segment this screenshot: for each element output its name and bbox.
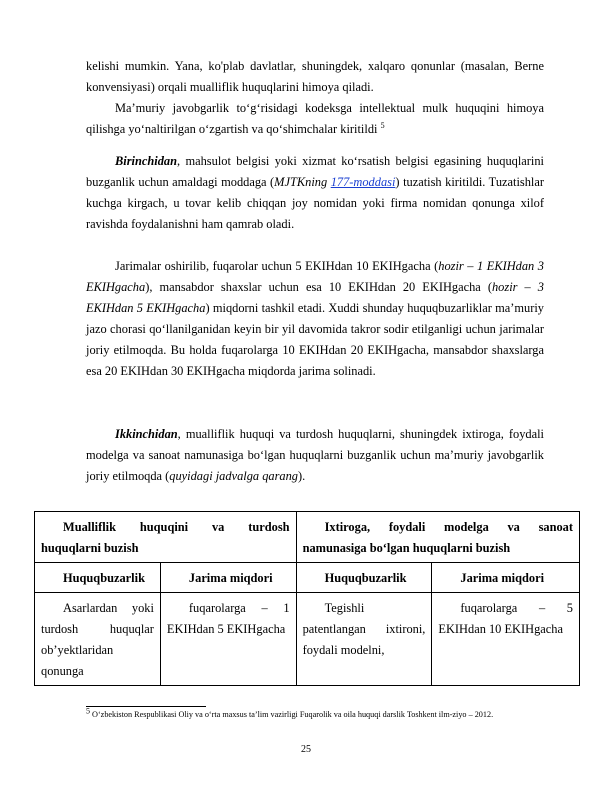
cell-fine-1: fuqarolarga – 1 EKIHdan 5 EKIHgacha [160, 593, 296, 686]
col-fine-1: Jarima miqdori [160, 563, 296, 593]
footnote [86, 706, 544, 721]
fines-text-b: ), mansabdor shaxslar uchun esa 10 EKIHdan 20 EKIHgacha ( [145, 280, 492, 294]
paragraph-fines [86, 256, 544, 382]
second-text-a: , mualliflik huquqi va turdosh huquqlarni, shuningdek ixtiroga, foydali modelga va sanoat namunasiga bo‘lgan huquqlarni buzganlik uchun ma’muriy javobgarlik joriy etilmoqda ( [86, 427, 544, 483]
fines-text-a: Jarimalar oshirilib, fuqarolar uchun 5 EKIHdan 10 EKIHgacha ( [115, 259, 439, 273]
footnote-divider [86, 706, 206, 707]
fines-text-c: ) miqdorni tashkil etadi. Xuddi shunday huquqbuzarliklar ma’muriy jazo chorasi qo‘llanilganidan keyin bir yil davomida takror sodir etilganligi uchun jarimalar joriy etilmoqda. Bu holda fuqarolarga 10 EKIHdan 20 EKIHgacha, mansabdor shaxslarga esa 20 EKIHdan 30 EKIHgacha miqdorda jarima solinadi. [86, 301, 544, 378]
cell-offense-2: Tegishli patentlangan ixtironi, foydali modelni, [296, 593, 432, 686]
first-code-ref: MJTKning [274, 175, 331, 189]
paragraph-code-text: Ma’muriy javobgarlik to‘g‘risidagi kodeksga intellektual mulk huquqini himoya qilishga yo‘naltirilgan o‘zgartish va qo‘shimchalar kiritildi [86, 101, 544, 136]
header-inventions: Ixtiroga, foydali modelga va sanoat namunasiga bo‘lgan huquqlarni buzish [296, 512, 579, 563]
paragraph-first [86, 151, 544, 235]
paragraph-second [86, 424, 544, 487]
first-text-b: ) tuzatish kiritildi. Tuzatishlar kuchga kirgach, u tovar kelib chiqqan joy nomidan yoki firma nomidan qonunga xilof ravishda foydalanishni ham qamrab oladi. [86, 175, 544, 231]
col-fine-2: Jarima miqdori [432, 563, 580, 593]
fines-current-1: hozir – 1 EKIHdan 3 EKIHgacha [86, 259, 544, 294]
paragraph-intro [86, 56, 544, 98]
first-lead: Birinchidan [115, 154, 177, 168]
first-text-a: , mahsulot belgisi yoki xizmat ko‘rsatish belgisi egasining huquqlarini buzganlik uchun amaldagi moddaga ( [86, 154, 544, 189]
fines-current-2: hozir – 3 EKIHdan 5 EKIHgacha [86, 280, 544, 315]
second-lead: Ikkinchidan [115, 427, 178, 441]
penalties-table [34, 511, 580, 686]
header-copyright: Mualliflik huquqini va turdosh huquqlarni buzish [35, 512, 297, 563]
second-text-b: ). [298, 469, 306, 483]
table-subheader-row [35, 563, 580, 593]
table-reference: quyidagi jadvalga qarang [169, 469, 298, 483]
article-link[interactable]: 177-moddasi [330, 175, 396, 189]
footnote-text: O‘zbekiston Respublikasi Oliy va o‘rta maxsus ta’lim vazirligi Fuqarolik va oila huquqi darslik Toshkent ilm-ziyo – 2012. [90, 710, 494, 719]
paragraph-code-amendments [86, 98, 544, 140]
footnote-number: 5 [86, 706, 90, 716]
cell-offense-1: Asarlardan yoki turdosh huquqlar ob’yektlaridan qonunga [35, 593, 161, 686]
page-number: 25 [301, 744, 311, 755]
table-row [35, 593, 580, 686]
cell-fine-2: fuqarolarga – 5 EKIHdan 10 EKIHgacha [432, 593, 580, 686]
paragraph-intro-text: kelishi mumkin. Yana, ko'plab davlatlar, shuningdek, xalqaro qonunlar (masalan, Berne konvensiyasi) orqali mualliflik huquqlarini himoya qiladi. [86, 59, 544, 94]
table-header-row [35, 512, 580, 563]
col-offense-2: Huquqbuzarlik [296, 563, 432, 593]
footnote-reference[interactable]: 5 [380, 120, 385, 130]
col-offense-1: Huquqbuzarlik [35, 563, 161, 593]
